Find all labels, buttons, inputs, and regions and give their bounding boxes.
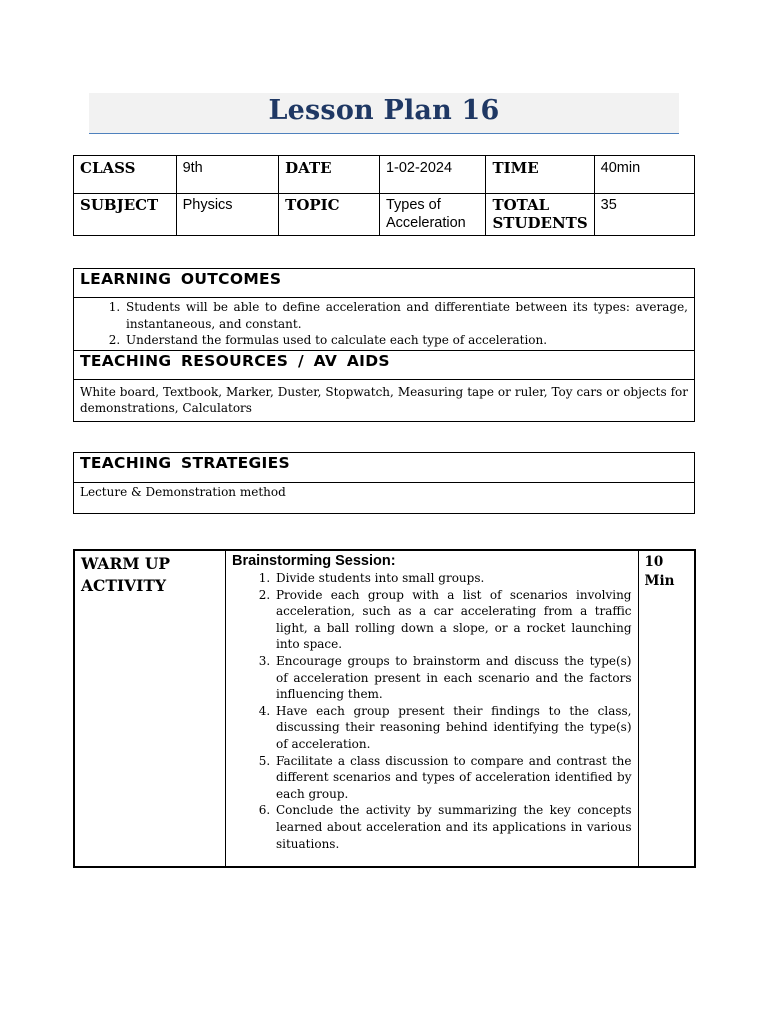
info-row-subject	[74, 194, 695, 236]
list-item: 1. Divide students into small groups.	[274, 570, 632, 587]
class-label: CLASS	[74, 156, 177, 194]
title-bar	[89, 93, 679, 134]
list-item: 3. Encourage groups to brainstorm and discuss the type(s) of acceleration present in each scenario and the factors influencing them.	[274, 653, 632, 703]
info-row-class	[74, 156, 695, 194]
teaching-strategies-text: Lecture & Demonstration method	[74, 483, 695, 514]
time-label: TIME	[486, 156, 594, 194]
warm-up-label: WARM UP ACTIVITY	[74, 550, 225, 867]
list-item: 2. Provide each group with a list of scenarios involving acceleration, such as a car accelerating from a traffic light, a ball rolling down a slope, or a rocket launching into space.	[274, 587, 632, 653]
warm-up-body	[225, 550, 638, 867]
lesson-info-table	[73, 155, 695, 236]
list-item: 2. Understand the formulas used to calculate each type of acceleration.	[124, 332, 688, 349]
warm-up-time: 10 Min	[638, 550, 695, 867]
learning-outcomes-heading: LEARNING OUTCOMES	[74, 269, 695, 298]
class-value: 9th	[176, 156, 279, 194]
warm-up-steps	[232, 570, 632, 852]
subject-value: Physics	[176, 194, 279, 236]
list-item: 1. Students will be able to define acceleration and differentiate between its types: average, instantaneous, and constant.	[124, 299, 688, 332]
warm-up-subheading: Brainstorming Session:	[231, 553, 396, 569]
teaching-strategies-heading: TEACHING STRATEGIES	[74, 453, 695, 483]
topic-label: TOPIC	[279, 194, 380, 236]
time-value: 40min	[594, 156, 694, 194]
teaching-resources-text: White board, Textbook, Marker, Duster, Stopwatch, Measuring tape or ruler, Toy cars or objects for demonstrations, Calculators	[74, 379, 695, 421]
teaching-strategies-section	[73, 452, 695, 514]
list-item: 5. Facilitate a class discussion to compare and contrast the different scenarios and types of acceleration identified by each group.	[274, 753, 632, 803]
list-item: 6. Conclude the activity by summarizing the key concepts learned about acceleration and its applications in various situations.	[274, 802, 632, 852]
learning-outcomes-section	[73, 268, 695, 422]
date-label: DATE	[279, 156, 380, 194]
date-value: 1-02-2024	[379, 156, 486, 194]
topic-value: Types of Acceleration	[379, 194, 486, 236]
total-students-label: TOTAL STUDENTS	[486, 194, 594, 236]
list-item: 4. Have each group present their findings to the class, discussing their reasoning behind identifying the type(s) of acceleration.	[274, 703, 632, 753]
warm-up-table	[73, 549, 696, 868]
teaching-resources-heading: TEACHING RESOURCES / AV AIDS	[74, 350, 695, 379]
learning-outcomes-list	[80, 299, 688, 349]
page-title: Lesson Plan 16	[268, 95, 500, 126]
subject-label: SUBJECT	[74, 194, 177, 236]
total-students-value: 35	[594, 194, 694, 236]
